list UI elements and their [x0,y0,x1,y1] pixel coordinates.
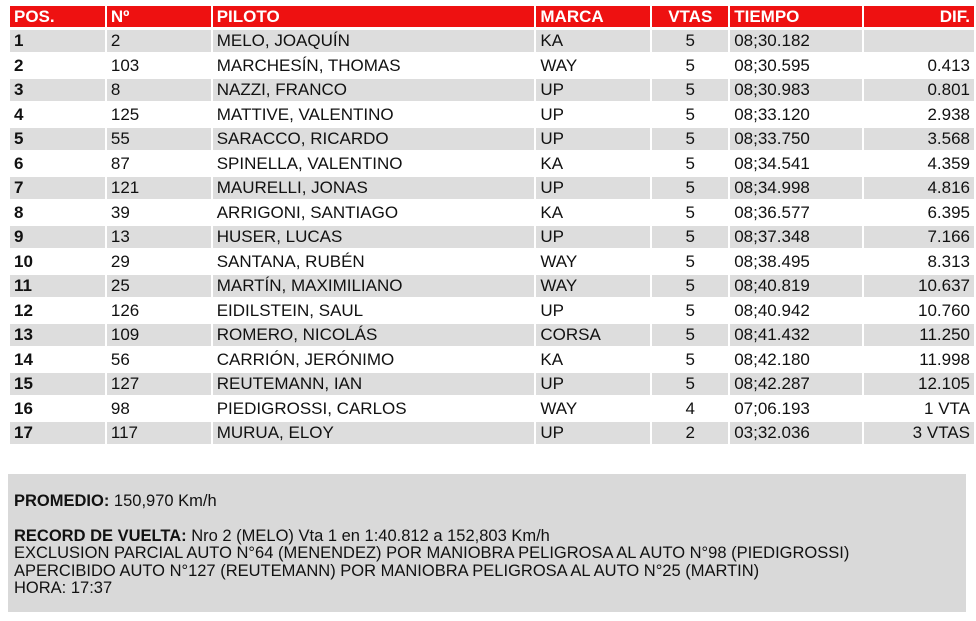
cell-tiempo: 08;40.819 [730,275,862,297]
table-row [10,226,974,248]
cell-marca: KA [536,30,650,52]
cell-piloto: MELO, JOAQUÍN [213,30,535,52]
header-tiempo: TIEMPO [730,6,862,27]
cell-num: 8 [107,79,211,101]
cell-piloto: SANTANA, RUBÉN [216,251,365,271]
table-row [10,422,974,444]
warning-note: APERCIBIDO AUTO N°127 (REUTEMANN) POR MANIOBRA PELIGROSA AL AUTO N°25 (MARTIN) [14,561,760,580]
cell-num: 109 [107,324,211,346]
cell-marca: WAY [540,251,578,271]
cell-dif: 10.637 [864,275,974,297]
table-row [10,30,974,52]
cell-marca: UP [536,226,650,248]
cell-pos: 5 [10,128,105,150]
hora-line: HORA: 17:37 [14,579,113,597]
cell-dif: 2.938 [927,104,970,124]
cell-piloto: HUSER, LUCAS [213,226,535,248]
cell-dif [864,30,974,52]
cell-num: 87 [110,153,130,173]
cell-marca: UP [536,422,650,444]
cell-pos: 11 [10,275,105,297]
cell-num: 126 [110,300,140,320]
cell-piloto: EIDILSTEIN, SAUL [216,300,364,320]
table-row [10,349,974,371]
cell-pos: 7 [10,177,105,199]
cell-marca: UP [536,177,650,199]
cell-marca: UP [540,300,565,320]
table-row [10,177,974,199]
cell-piloto: ARRIGONI, SANTIAGO [216,202,399,222]
cell-tiempo: 08;33.750 [730,128,862,150]
cell-pos: 8 [14,202,24,222]
table-row [10,79,974,101]
cell-vtas: 5 [652,79,728,101]
cell-vtas: 5 [685,202,695,222]
cell-tiempo: 08;34.998 [730,177,862,199]
cell-dif: 11.998 [919,349,970,369]
cell-tiempo: 08;34.541 [734,153,810,173]
cell-pos: 13 [10,324,105,346]
cell-num: 13 [107,226,211,248]
cell-num: 125 [110,104,140,124]
cell-piloto: NAZZI, FRANCO [213,79,535,101]
header-marca: MARCA [536,6,650,27]
cell-marca: UP [540,104,565,124]
summary-box [8,474,966,612]
cell-piloto: SPINELLA, VALENTINO [216,153,403,173]
cell-pos: 14 [14,349,33,369]
cell-dif: 12.105 [864,373,974,395]
cell-tiempo: 08;30.182 [730,30,862,52]
header-piloto: PILOTO [213,6,535,27]
table-row [10,300,974,322]
cell-pos: 2 [14,55,24,75]
cell-marca: KA [540,349,564,369]
header-num: Nº [107,6,211,27]
cell-vtas: 5 [652,324,728,346]
cell-dif: 0.801 [864,79,974,101]
promedio-line [14,493,960,511]
cell-num: 117 [107,422,211,444]
header-pos: POS. [10,6,105,27]
cell-pos: 3 [10,79,105,101]
cell-num: 55 [107,128,211,150]
cell-pos: 4 [14,104,24,124]
cell-pos: 1 [10,30,105,52]
cell-vtas: 4 [685,398,695,418]
table-row [10,104,974,126]
table-row [10,373,974,395]
table-row [10,55,974,77]
cell-dif: 10.760 [918,300,970,320]
cell-piloto: PIEDIGROSSI, CARLOS [216,398,407,418]
cell-pos: 9 [10,226,105,248]
cell-tiempo: 03;32.036 [730,422,862,444]
cell-vtas: 5 [652,226,728,248]
cell-dif: 4.816 [864,177,974,199]
cell-dif: 3 VTAS [864,422,974,444]
header-row [10,6,974,27]
cell-marca: UP [536,373,650,395]
promedio-label: PROMEDIO: [14,492,110,510]
cell-tiempo: 08;33.120 [734,104,810,124]
promedio-value: 150,970 Km/h [109,492,217,510]
cell-dif: 4.359 [927,153,970,173]
cell-num: 56 [110,349,130,369]
record-value: Nro 2 (MELO) Vta 1 en 1:40.812 a 152,803 Km/h [186,526,550,545]
cell-pos: 17 [10,422,105,444]
cell-tiempo: 08;42.180 [734,349,810,369]
results-body [10,30,974,444]
cell-marca: CORSA [536,324,650,346]
cell-dif: 7.166 [864,226,974,248]
cell-piloto: MURUA, ELOY [213,422,535,444]
cell-piloto: ROMERO, NICOLÁS [213,324,535,346]
cell-tiempo: 08;40.942 [734,300,810,320]
cell-piloto: MARCHESÍN, THOMAS [216,55,401,75]
cell-dif: 8.313 [927,251,970,271]
cell-piloto: REUTEMANN, IAN [213,373,535,395]
cell-vtas: 5 [685,300,695,320]
cell-tiempo: 08;41.432 [730,324,862,346]
cell-vtas: 5 [685,104,695,124]
cell-pos: 15 [10,373,105,395]
table-row [10,128,974,150]
cell-tiempo: 08;36.577 [734,202,810,222]
cell-vtas: 5 [685,349,695,369]
cell-vtas: 5 [652,30,728,52]
cell-piloto: SARACCO, RICARDO [213,128,535,150]
cell-tiempo: 08;30.983 [730,79,862,101]
cell-num: 29 [110,251,130,271]
header-vtas: VTAS [652,6,728,27]
exclusion-note: EXCLUSION PARCIAL AUTO N°64 (MENENDEZ) POR MANIOBRA PELIGROSA AL AUTO N°98 (PIEDIGROSSI) [14,544,850,562]
cell-dif: 11.250 [864,324,974,346]
cell-marca: WAY [540,55,578,75]
cell-tiempo: 08;38.495 [734,251,810,271]
table-row [10,251,974,273]
cell-dif: 0.413 [927,55,970,75]
cell-num: 121 [107,177,211,199]
cell-piloto: MARTÍN, MAXIMILIANO [213,275,535,297]
cell-dif: 1 VTA [924,398,970,418]
cell-vtas: 5 [652,275,728,297]
cell-vtas: 5 [685,251,695,271]
cell-num: 39 [110,202,130,222]
cell-pos: 12 [14,300,33,320]
cell-pos: 16 [14,398,33,418]
record-line [14,528,960,546]
cell-pos: 6 [14,153,24,173]
cell-pos: 10 [14,251,33,271]
table-row [10,275,974,297]
cell-tiempo: 08;42.287 [730,373,862,395]
header-dif: DIF. [864,6,974,27]
cell-marca: KA [540,153,564,173]
table-row [10,324,974,346]
cell-piloto: MAURELLI, JONAS [213,177,535,199]
cell-dif: 6.395 [927,202,970,222]
record-label: RECORD DE VUELTA: [14,526,187,545]
cell-marca: UP [536,128,650,150]
cell-vtas: 5 [652,128,728,150]
cell-piloto: CARRIÓN, JERÓNIMO [216,349,395,369]
table-row [10,398,974,420]
cell-piloto: MATTIVE, VALENTINO [216,104,394,124]
cell-num: 103 [110,55,140,75]
cell-vtas: 5 [652,373,728,395]
cell-num: 2 [107,30,211,52]
cell-num: 25 [107,275,211,297]
cell-vtas: 5 [685,153,695,173]
cell-marca: WAY [540,398,578,418]
cell-dif: 3.568 [864,128,974,150]
cell-tiempo: 07;06.193 [734,398,810,418]
cell-tiempo: 08;30.595 [734,55,810,75]
cell-marca: UP [536,79,650,101]
results-table [8,3,976,447]
cell-num: 98 [110,398,130,418]
cell-vtas: 5 [685,55,695,75]
cell-vtas: 2 [652,422,728,444]
cell-vtas: 5 [652,177,728,199]
cell-marca: WAY [536,275,650,297]
table-row [10,202,974,224]
table-row [10,153,974,175]
cell-num: 127 [107,373,211,395]
cell-tiempo: 08;37.348 [730,226,862,248]
cell-marca: KA [540,202,564,222]
